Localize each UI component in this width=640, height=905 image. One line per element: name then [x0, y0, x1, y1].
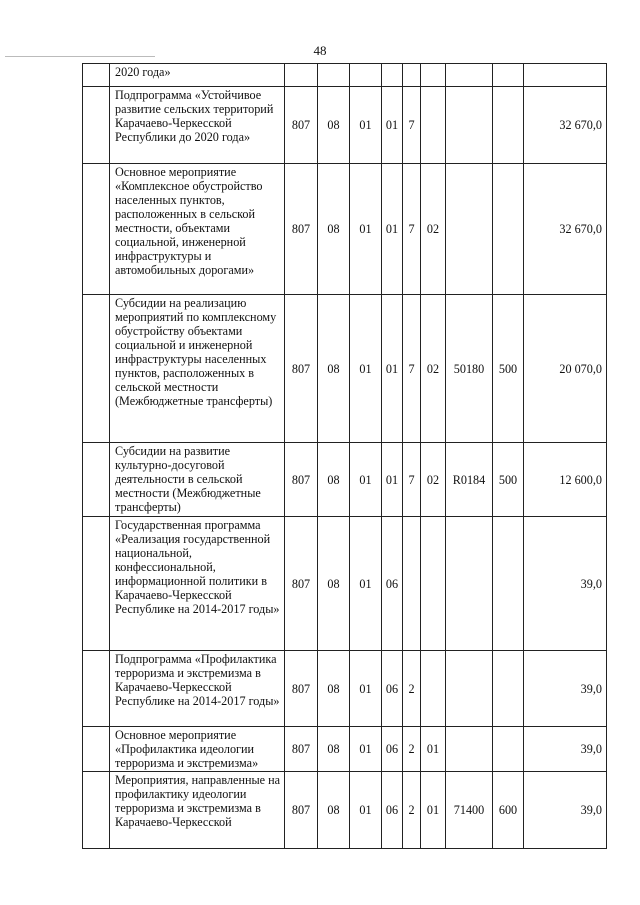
- col-expense-type: [493, 651, 524, 727]
- col-expense-type: 600: [493, 772, 524, 849]
- row-name: Основное мероприятие «Профилактика идеологии терроризма и экстремизма»: [110, 727, 285, 772]
- col-subprogram: 7: [403, 164, 421, 295]
- col-program: 01: [382, 87, 403, 164]
- col-subprogram: [403, 517, 421, 651]
- col-subprogram: 2: [403, 651, 421, 727]
- col-subprogram: 2: [403, 727, 421, 772]
- budget-table-body: [83, 64, 607, 849]
- col-event: 02: [421, 443, 446, 517]
- col-program: 06: [382, 517, 403, 651]
- table-row: [83, 443, 607, 517]
- col-program: 06: [382, 772, 403, 849]
- col-pr: [350, 64, 382, 87]
- col-direction: [446, 727, 493, 772]
- col-pr: 01: [350, 87, 382, 164]
- col-amount: 32 670,0: [524, 164, 607, 295]
- col-rz: 08: [318, 443, 350, 517]
- row-name: Основное мероприятие «Комплексное обустройство населенных пунктов, расположенных в сельской местности, объектами социальной, инженерной инфраструктуры и автомобильных дорогами»: [110, 164, 285, 295]
- col-amount: 39,0: [524, 727, 607, 772]
- col-program: 01: [382, 164, 403, 295]
- col-program: 06: [382, 727, 403, 772]
- col-direction: 71400: [446, 772, 493, 849]
- col-expense-type: 500: [493, 443, 524, 517]
- col-program: [382, 64, 403, 87]
- col-event: 01: [421, 727, 446, 772]
- col-gr: 807: [285, 517, 318, 651]
- col-amount: 39,0: [524, 651, 607, 727]
- table-row: [83, 517, 607, 651]
- row-index-cell: [83, 87, 110, 164]
- row-name: Подпрограмма «Профилактика терроризма и экстремизма в Карачаево-Черкесской Республике на 2014-2017 годы»: [110, 651, 285, 727]
- col-gr: 807: [285, 443, 318, 517]
- col-direction: [446, 517, 493, 651]
- col-program: 01: [382, 443, 403, 517]
- row-index-cell: [83, 443, 110, 517]
- col-gr: [285, 64, 318, 87]
- table-row: [83, 295, 607, 443]
- col-subprogram: 7: [403, 295, 421, 443]
- row-index-cell: [83, 295, 110, 443]
- col-program: 01: [382, 295, 403, 443]
- col-rz: 08: [318, 772, 350, 849]
- col-gr: 807: [285, 164, 318, 295]
- row-name: Субсидии на развитие культурно-досуговой деятельности в сельской местности (Межбюджетные трансферты): [110, 443, 285, 517]
- col-gr: 807: [285, 772, 318, 849]
- col-gr: 807: [285, 295, 318, 443]
- col-pr: 01: [350, 772, 382, 849]
- row-index-cell: [83, 651, 110, 727]
- col-pr: 01: [350, 517, 382, 651]
- col-direction: [446, 87, 493, 164]
- col-gr: 807: [285, 727, 318, 772]
- col-pr: 01: [350, 443, 382, 517]
- col-rz: [318, 64, 350, 87]
- budget-table: [82, 63, 607, 849]
- col-amount: 20 070,0: [524, 295, 607, 443]
- row-name: Государственная программа «Реализация государственной национальной, конфессиональной, информационной политики в Карачаево-Черкесской Республике на 2014-2017 годы»: [110, 517, 285, 651]
- col-direction: R0184: [446, 443, 493, 517]
- col-expense-type: [493, 727, 524, 772]
- row-index-cell: [83, 64, 110, 87]
- col-expense-type: [493, 87, 524, 164]
- col-gr: 807: [285, 87, 318, 164]
- col-expense-type: [493, 517, 524, 651]
- col-rz: 08: [318, 164, 350, 295]
- col-subprogram: 7: [403, 87, 421, 164]
- row-name: Субсидии на реализацию мероприятий по комплексному обустройству объектами социальной и инженерной инфраструктуры населенных пунктов, расположенных в сельской местности (Межбюджетные трансферты): [110, 295, 285, 443]
- col-event: [421, 651, 446, 727]
- col-subprogram: [403, 64, 421, 87]
- table-row: [83, 772, 607, 849]
- row-name: Подпрограмма «Устойчивое развитие сельских территорий Карачаево-Черкесской Республики до 2020 года»: [110, 87, 285, 164]
- col-amount: 39,0: [524, 772, 607, 849]
- col-pr: 01: [350, 164, 382, 295]
- col-expense-type: [493, 64, 524, 87]
- row-name: Мероприятия, направленные на профилактику идеологии терроризма и экстремизма в Карачаево-Черкесской: [110, 772, 285, 849]
- col-rz: 08: [318, 87, 350, 164]
- col-amount: 39,0: [524, 517, 607, 651]
- row-index-cell: [83, 772, 110, 849]
- col-event: 02: [421, 164, 446, 295]
- col-expense-type: 500: [493, 295, 524, 443]
- col-pr: 01: [350, 651, 382, 727]
- col-rz: 08: [318, 295, 350, 443]
- col-direction: [446, 164, 493, 295]
- col-amount: [524, 64, 607, 87]
- col-expense-type: [493, 164, 524, 295]
- row-name: 2020 года»: [110, 64, 285, 87]
- row-index-cell: [83, 727, 110, 772]
- col-event: 01: [421, 772, 446, 849]
- col-pr: 01: [350, 727, 382, 772]
- col-gr: 807: [285, 651, 318, 727]
- col-direction: [446, 64, 493, 87]
- col-rz: 08: [318, 727, 350, 772]
- col-event: [421, 64, 446, 87]
- col-rz: 08: [318, 517, 350, 651]
- col-event: 02: [421, 295, 446, 443]
- col-direction: [446, 651, 493, 727]
- table-row: [83, 87, 607, 164]
- table-row: [83, 727, 607, 772]
- row-index-cell: [83, 164, 110, 295]
- col-subprogram: 2: [403, 772, 421, 849]
- row-index-cell: [83, 517, 110, 651]
- col-program: 06: [382, 651, 403, 727]
- col-pr: 01: [350, 295, 382, 443]
- col-amount: 12 600,0: [524, 443, 607, 517]
- col-direction: 50180: [446, 295, 493, 443]
- table-row: [83, 64, 607, 87]
- table-row: [83, 651, 607, 727]
- table-row: [83, 164, 607, 295]
- col-rz: 08: [318, 651, 350, 727]
- page-number: 48: [313, 43, 327, 58]
- col-subprogram: 7: [403, 443, 421, 517]
- col-event: [421, 87, 446, 164]
- col-amount: 32 670,0: [524, 87, 607, 164]
- col-event: [421, 517, 446, 651]
